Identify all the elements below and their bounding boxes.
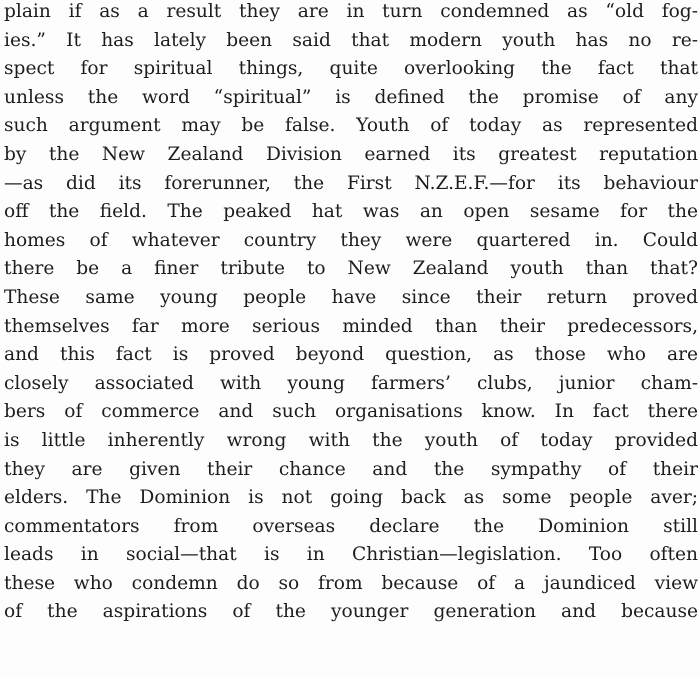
- text-line: they are given their chance and the sympathy of their: [4, 458, 698, 480]
- text-line: themselves far more serious minded than their predecessors,: [4, 315, 698, 337]
- text-line: off the field. The peaked hat was an open sesame for the: [4, 201, 698, 223]
- text-line: there be a finer tribute to New Zealand youth than that?: [4, 258, 698, 280]
- text-line: these who condemn do so from because of a jaundiced view: [4, 572, 698, 594]
- text-line: is little inherently wrong with the youth of today provided: [4, 429, 698, 451]
- text-line: plain if as a result they are in turn condemned as “old fog-: [4, 1, 698, 22]
- text-line: by the New Zealand Division earned its greatest reputation: [4, 143, 698, 165]
- text-line: elders. The Dominion is not going back as some people aver;: [4, 487, 698, 509]
- text-line: ies.” It has lately been said that modern youth has no re-: [4, 29, 698, 51]
- text-line: such argument may be false. Youth of today as represented: [4, 115, 698, 137]
- text-line: These same young people have since their return proved: [4, 286, 698, 308]
- text-line: homes of whatever country they were quartered in. Could: [4, 229, 698, 251]
- text-line: and this fact is proved beyond question, as those who are: [4, 344, 698, 366]
- text-line: of the aspirations of the younger generation and because: [4, 601, 698, 623]
- text-line: bers of commerce and such organisations know. In fact there: [4, 401, 698, 423]
- text-line: —as did its forerunner, the First N.Z.E.F.—for its behaviour: [4, 172, 698, 194]
- text-line: commentators from overseas declare the Dominion still: [4, 515, 698, 537]
- text-line: unless the word “spiritual” is defined the promise of any: [4, 86, 698, 108]
- body-text: [4, 0, 698, 627]
- text-line: leads in social—that is in Christian—legislation. Too often: [4, 544, 698, 566]
- text-line: spect for spiritual things, quite overlooking the fact that: [4, 58, 698, 80]
- text-line: closely associated with young farmers’ clubs, junior cham-: [4, 372, 698, 394]
